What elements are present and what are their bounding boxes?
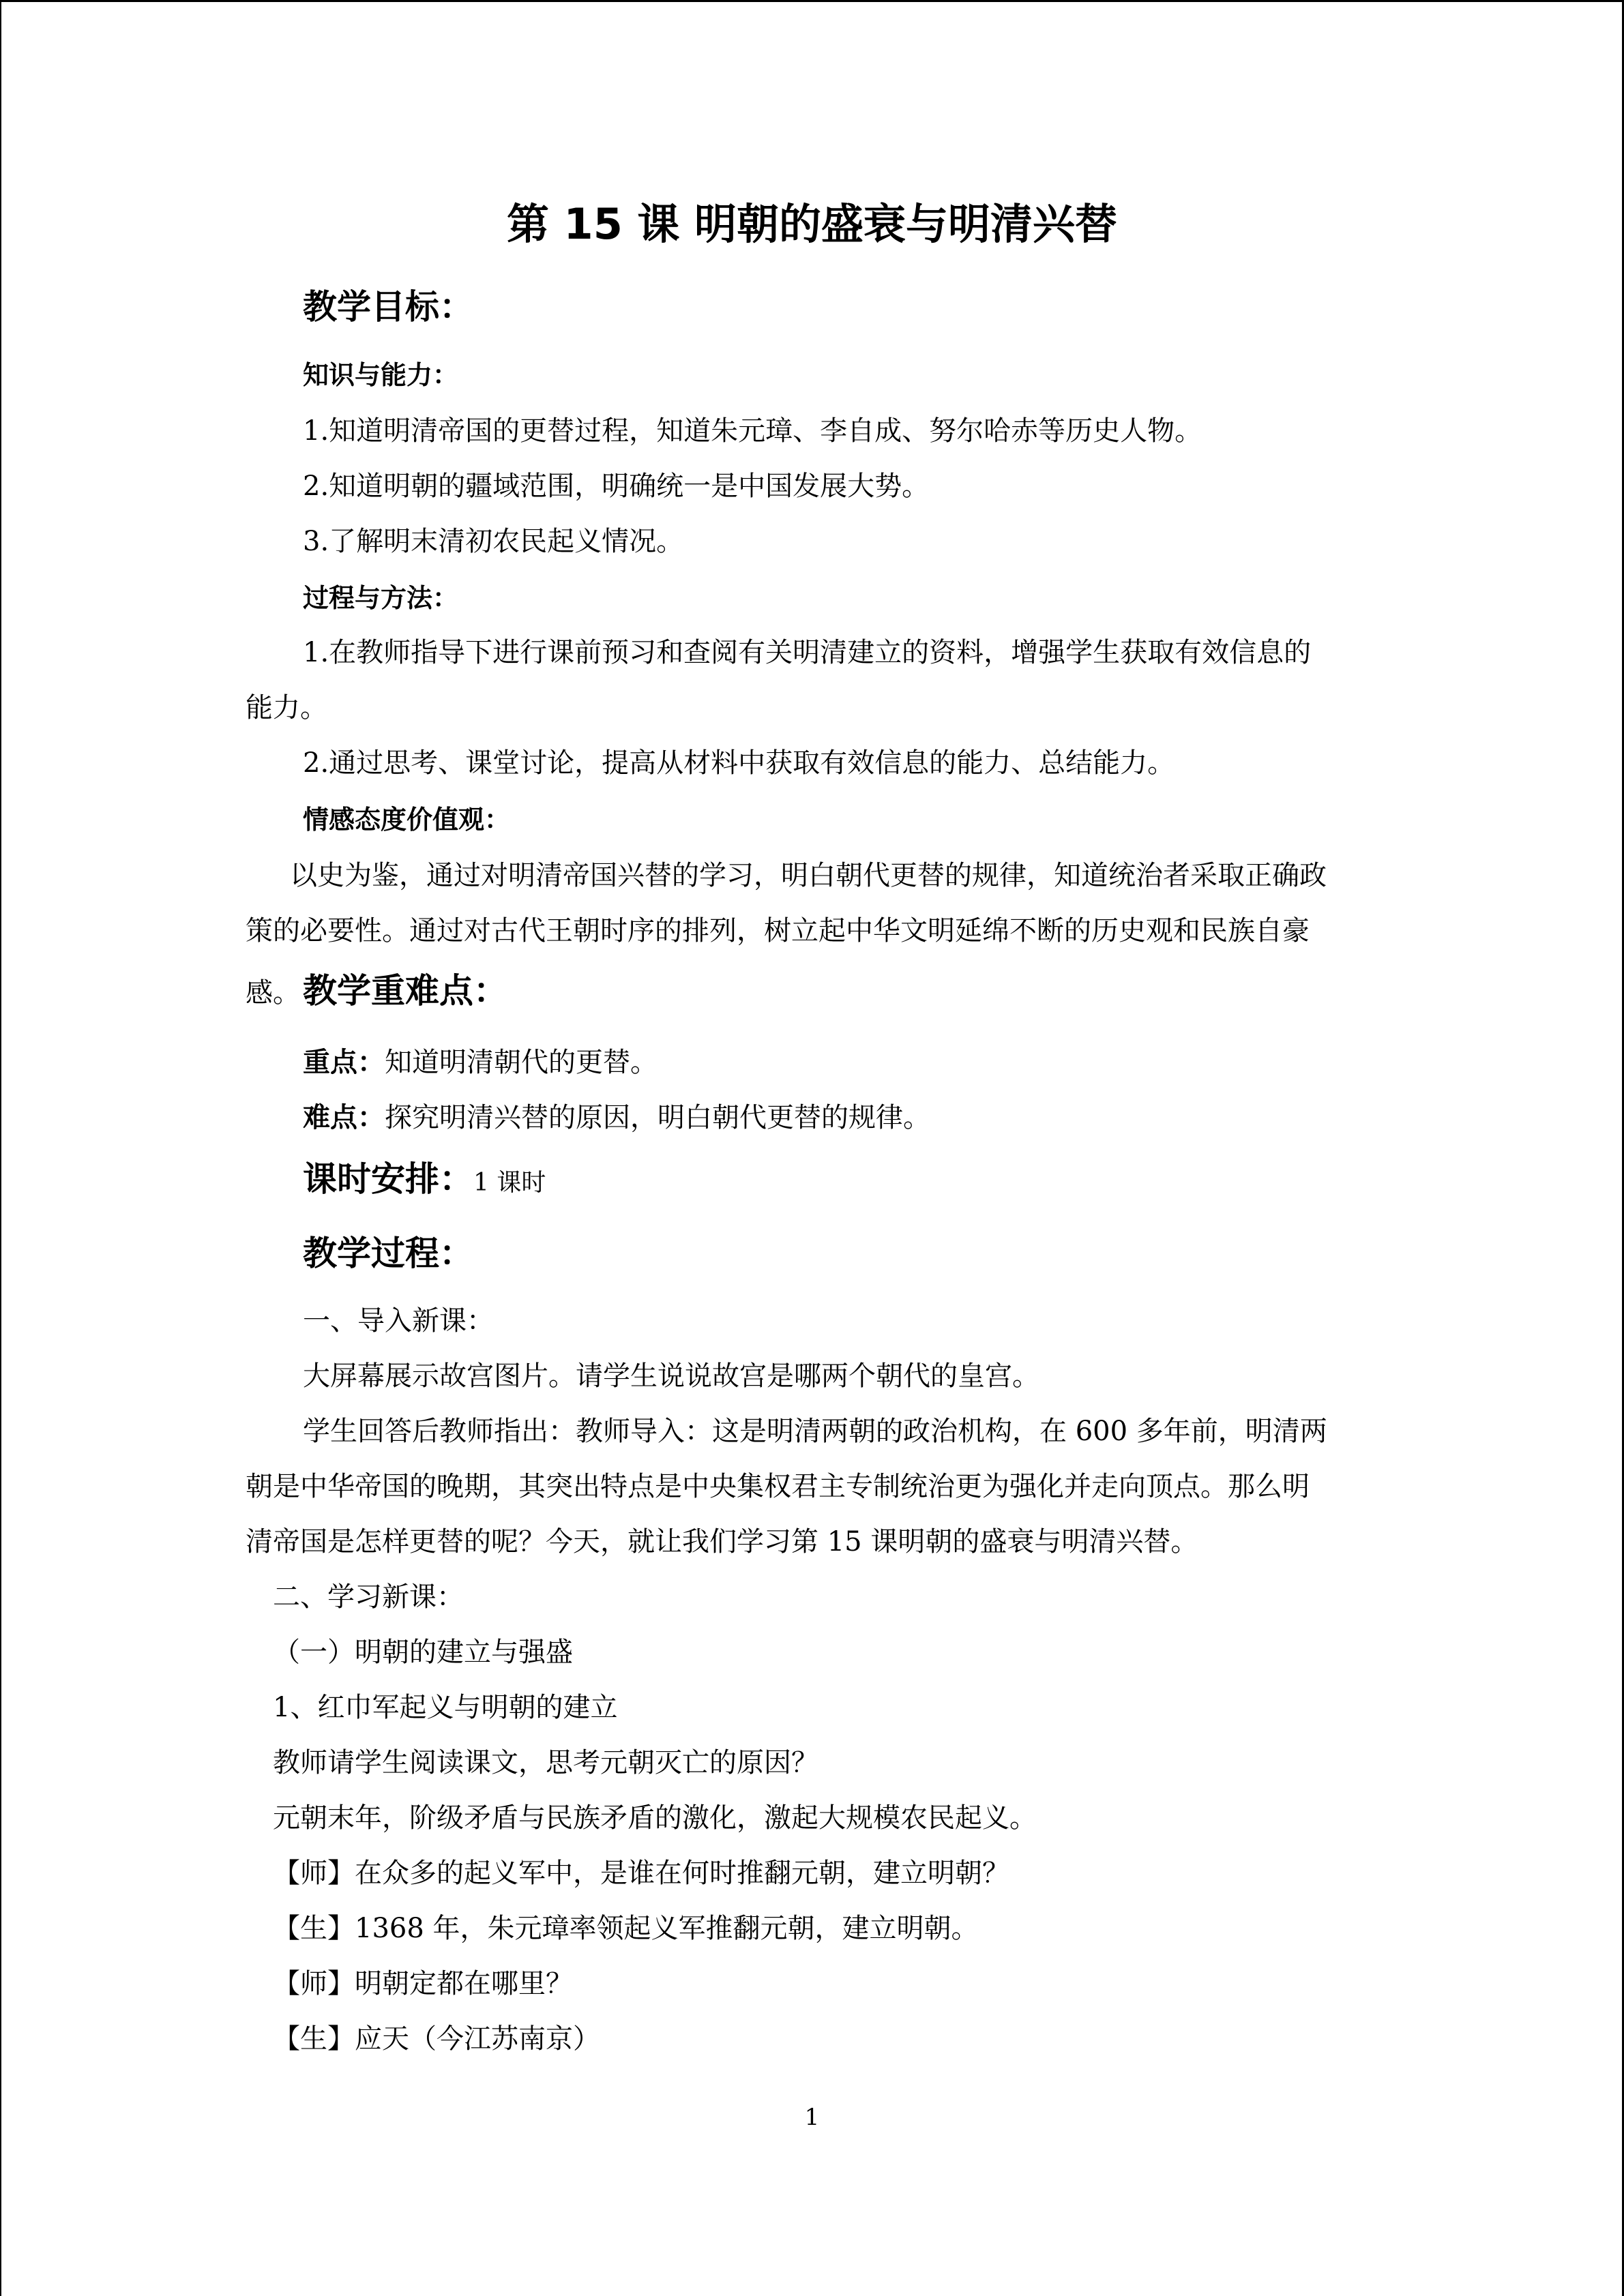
- paragraph: 2.通过思考、课堂讨论，提高从材料中获取有效信息的能力、总结能力。: [303, 747, 1175, 779]
- paragraph: 清帝国是怎样更替的呢？今天，就让我们学习第 15 课明朝的盛衰与明清兴替。: [246, 1526, 1198, 1557]
- paragraph: 大屏幕展示故宫图片。请学生说说故宫是哪两个朝代的皇宫。: [303, 1360, 1039, 1392]
- paragraph: 策的必要性。通过对古代王朝时序的排列，树立起中华文明延绵不断的历史观和民族自豪: [246, 915, 1310, 946]
- heading-schedule: 课时安排：: [303, 1159, 473, 1199]
- paragraph: 能力。: [246, 692, 327, 724]
- difficulty-text: 探究明清兴替的原因，明白朝代更替的规律。: [385, 1102, 930, 1133]
- subsection-heading: （一）明朝的建立与强盛: [273, 1637, 573, 1668]
- schedule-text: 1 课时: [473, 1169, 546, 1197]
- heading-process: 教学过程：: [303, 1234, 473, 1273]
- difficulty-label: 难点：: [303, 1102, 385, 1133]
- paragraph: 以史为鉴，通过对明清帝国兴替的学习，明白朝代更替的规律，知道统治者采取正确政: [290, 860, 1327, 891]
- section-heading: 一、导入新课：: [303, 1305, 494, 1337]
- paragraph: 1.知道明清帝国的更替过程，知道朱元璋、李自成、努尔哈赤等历史人物。: [303, 415, 1202, 447]
- paragraph: 2.知道明朝的疆域范围，明确统一是中国发展大势。: [303, 471, 930, 502]
- heading-keypoints: 教学重难点：: [303, 971, 507, 1011]
- heading-goals: 教学目标：: [303, 287, 473, 327]
- dialogue-line: 【生】1368 年，朱元璋率领起义军推翻元朝，建立明朝。: [273, 1913, 979, 1944]
- paragraph: 朝是中华帝国的晚期，其突出特点是中央集权君主专制统治更为强化并走向顶点。那么明: [246, 1471, 1310, 1502]
- dialogue-line: 【师】明朝定都在哪里？: [273, 1968, 573, 1999]
- paragraph: 1.在教师指导下进行课前预习和查阅有关明清建立的资料，增强学生获取有效信息的: [303, 637, 1312, 668]
- paragraph: 学生回答后教师指出：教师导入：这是明清两朝的政治机构，在 600 多年前，明清两: [303, 1416, 1327, 1447]
- key-point-line: [303, 1049, 658, 1076]
- section-heading: 二、学习新课：: [273, 1581, 464, 1613]
- subheading-emotion: 情感态度价值观：: [303, 805, 511, 835]
- schedule-line: [303, 1159, 546, 1199]
- page-number: 1: [804, 2104, 820, 2131]
- dialogue-line: 【生】应天（今江苏南京）: [273, 2023, 600, 2055]
- paragraph: 3.了解明末清初农民起义情况。: [303, 526, 684, 557]
- difficulty-line: [303, 1104, 930, 1131]
- dialogue-line: 【师】在众多的起义军中，是谁在何时推翻元朝，建立明朝？: [273, 1858, 1009, 1889]
- subsection-heading: 1、红巾军起义与明朝的建立: [273, 1692, 618, 1723]
- key-point-text: 知道明清朝代的更替。: [385, 1047, 658, 1078]
- paragraph: 教师请学生阅读课文，思考元朝灭亡的原因？: [273, 1747, 818, 1778]
- paragraph: 感。: [246, 977, 300, 1009]
- paragraph: 元朝末年，阶级矛盾与民族矛盾的激化，激起大规模农民起义。: [273, 1802, 1037, 1834]
- page-title: 第 15 课 明朝的盛衰与明清兴替: [506, 199, 1118, 249]
- subheading-process: 过程与方法：: [303, 583, 459, 613]
- subheading-knowledge: 知识与能力：: [303, 360, 459, 390]
- key-point-label: 重点：: [303, 1047, 385, 1078]
